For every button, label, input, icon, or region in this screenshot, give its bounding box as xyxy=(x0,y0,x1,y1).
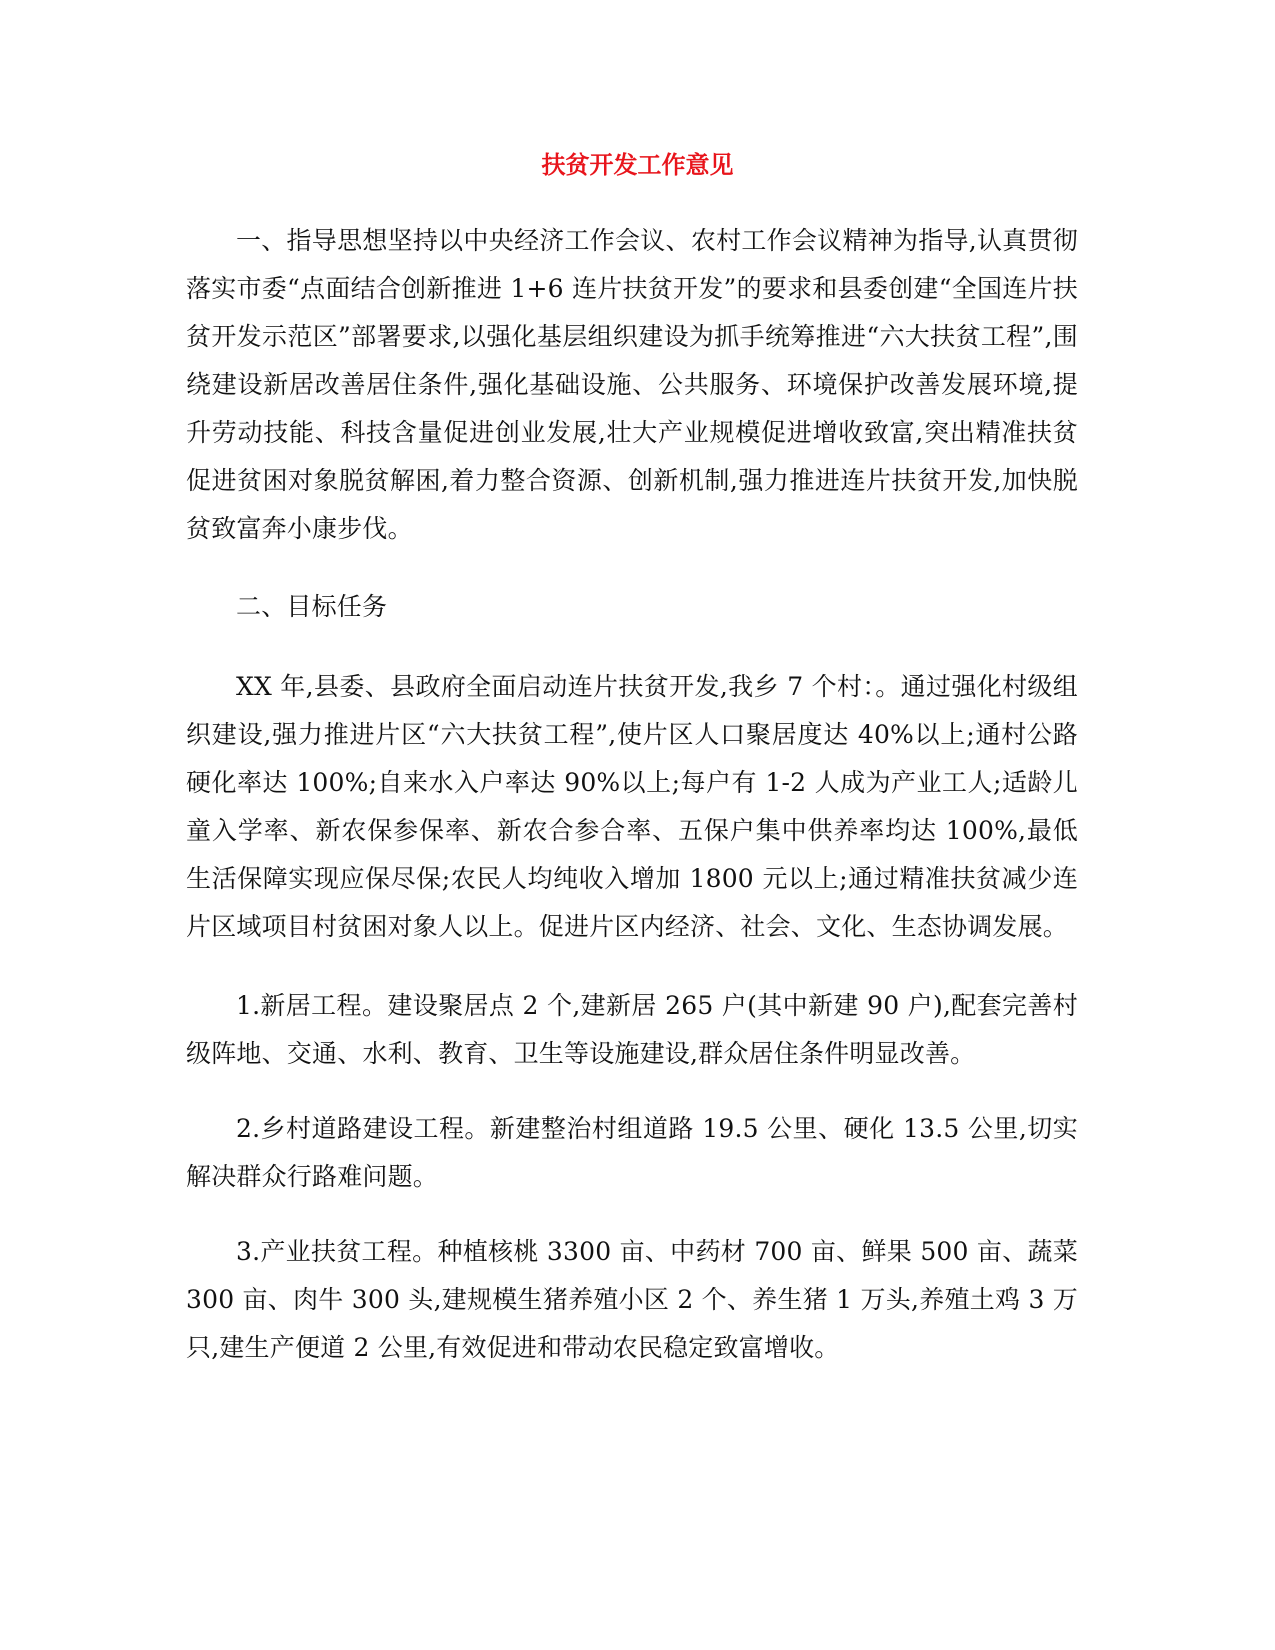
paragraph-road-construction: 2.乡村道路建设工程。新建整治村组道路 19.5 公里、硬化 13.5 公里,切实解决群众行路难问题。 xyxy=(186,1114,1078,1191)
paragraph-objectives: XX 年,县委、县政府全面启动连片扶贫开发,我乡 7 个村：。通过强化村级组织建设,强力推进片区“六大扶贫工程”,使片区人口聚居度达 40%以上;通村公路硬化率达 100%;自来水入户率达 90%以上;每户有 1-2 人成为产业工人;适龄儿童入学率、新农保参保率、新农合参合率、五保户集中供养率均达 100%,最低生活保障实现应保尽保;农民人均纯收入增加 1800 元以上;通过精准扶贫减少连片区域项目村贫困对象人以上。促进片区内经济、社会、文化、生态协调发展。 xyxy=(186,672,1078,941)
paragraph-industry-poverty-relief: 3.产业扶贫工程。种植核桃 3300 亩、中药材 700 亩、鲜果 500 亩、蔬菜 300 亩、肉牛 300 头,建规模生猪养殖小区 2 个、养生猪 1 万头,养殖土鸡 3 万只,建生产便道 2 公里,有效促进和带动农民稳定致富增收。 xyxy=(186,1237,1078,1362)
document-title: 扶贫开发工作意见 xyxy=(541,150,734,179)
paragraph-new-housing: 1.新居工程。建设聚居点 2 个,建新居 265 户(其中新建 90 户),配套完善村级阵地、交通、水利、教育、卫生等设施建设,群众居住条件明显改善。 xyxy=(186,991,1078,1068)
paragraph-guiding-ideology: 一、指导思想坚持以中央经济工作会议、农村工作会议精神为指导,认真贯彻落实市委“点面结合创新推进 1+6 连片扶贫开发”的要求和县委创建“全国连片扶贫开发示范区”部署要求,以强化基层组织建设为抓手统筹推进“六大扶贫工程”,围绕建设新居改善居住条件,强化基础设施、公共服务、环境保护改善发展环境,提升劳动技能、科技含量促进创业发展,壮大产业规模促进增收致富,突出精准扶贫促进贫困对象脱贫解困,着力整合资源、创新机制,强力推进连片扶贫开发,加快脱贫致富奔小康步伐。 xyxy=(186,226,1078,543)
section-heading-objectives: 二、目标任务 xyxy=(236,592,388,621)
